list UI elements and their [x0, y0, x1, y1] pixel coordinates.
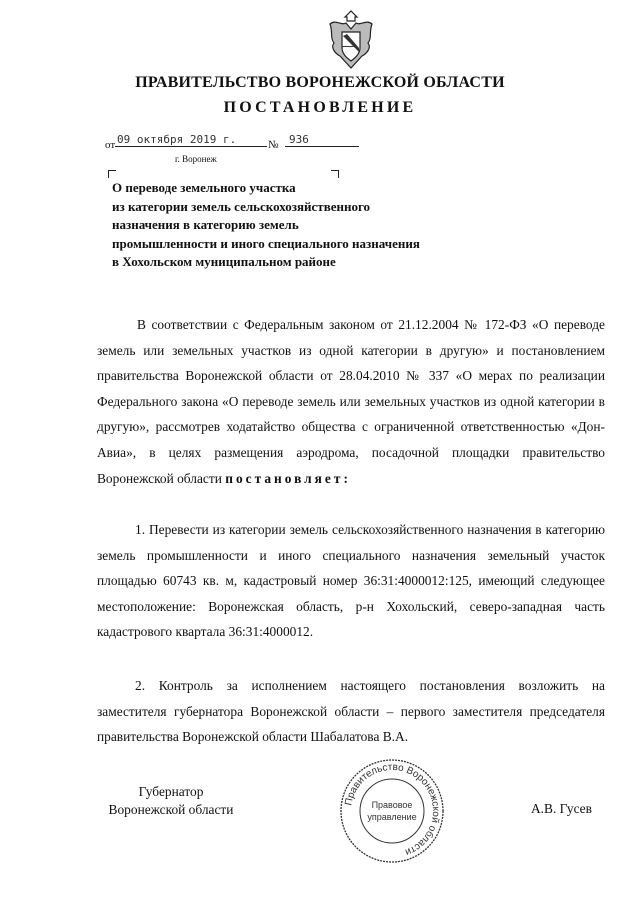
- stamp-ring-text: Правительство Воронежской области: [343, 761, 442, 858]
- signatory-title-line: Губернатор: [138, 784, 204, 799]
- date-prefix: от: [105, 139, 116, 151]
- signatory-title: [97, 783, 245, 819]
- number-prefix: №: [268, 139, 279, 151]
- document-number: 936: [285, 133, 359, 147]
- document-type-title: ПОСТАНОВЛЕНИЕ: [223, 99, 417, 116]
- organization-title: ПРАВИТЕЛЬСТВО ВОРОНЕЖСКОЙ ОБЛАСТИ: [135, 74, 505, 91]
- decree-item-2: 2. Контроль за исполнением настоящего постановления возложить на заместителя губернатора Воронежской области – первого заместителя председателя правительства Воронежской области Шабалатова В.А.: [97, 678, 605, 745]
- stamp-center-line: управление: [367, 812, 417, 822]
- subject-corner-right: [331, 170, 339, 178]
- decree-item-1: 1. Перевести из категории земель сельскохозяйственного назначения в категорию земель промышленности и иного специального назначения земельный участок площадью 60743 кв. м, кадастровый номер 36:31:4000012:125, имеющий следующее местоположение: Воронежская область, р-н Хохольский, северо-западная часть кадастрового квартала 36:31:4000012.: [97, 522, 605, 640]
- signatory-name: А.В. Гусев: [531, 801, 592, 816]
- official-stamp: [338, 757, 446, 865]
- subject-line: О переводе земельного участка: [112, 180, 296, 195]
- voronezh-coat-of-arms-icon: [326, 10, 376, 72]
- signatory-title-line: Воронежской области: [108, 802, 234, 817]
- document-subject: [112, 179, 420, 272]
- subject-corner-left: [108, 170, 116, 178]
- subject-line: из категории земель сельскохозяйственного: [112, 198, 371, 214]
- subject-line: в Хохольском муниципальном районе: [112, 254, 336, 269]
- subject-line: промышленности и иного специального назначения: [112, 235, 420, 251]
- document-date: 09 октября 2019 г.: [115, 133, 267, 147]
- preamble-paragraph: [97, 312, 605, 491]
- registration-row: [105, 135, 365, 155]
- stamp-center-line: Правовое: [371, 800, 413, 810]
- preamble-text: В соответствии с Федеральным законом от 21.12.2004 № 172-ФЗ «О переводе земель или земельных участков из одной категории в другую» и постановлением правительства Воронежской области от 28.04.2010 № 337 «О мерах по реализации Федерального закона «О переводе земель или земельных участков из одной категории в другую», рассмотрев ходатайство общества с ограниченной ответственностью «Дон-Авиа», в целях размещения аэродрома, посадочной площадки правительство Воронежской области: [97, 317, 605, 486]
- subject-line: назначения в категорию земель: [112, 217, 299, 232]
- city-label: г. Воронеж: [175, 154, 217, 164]
- decree-word: постановляет:: [225, 470, 351, 486]
